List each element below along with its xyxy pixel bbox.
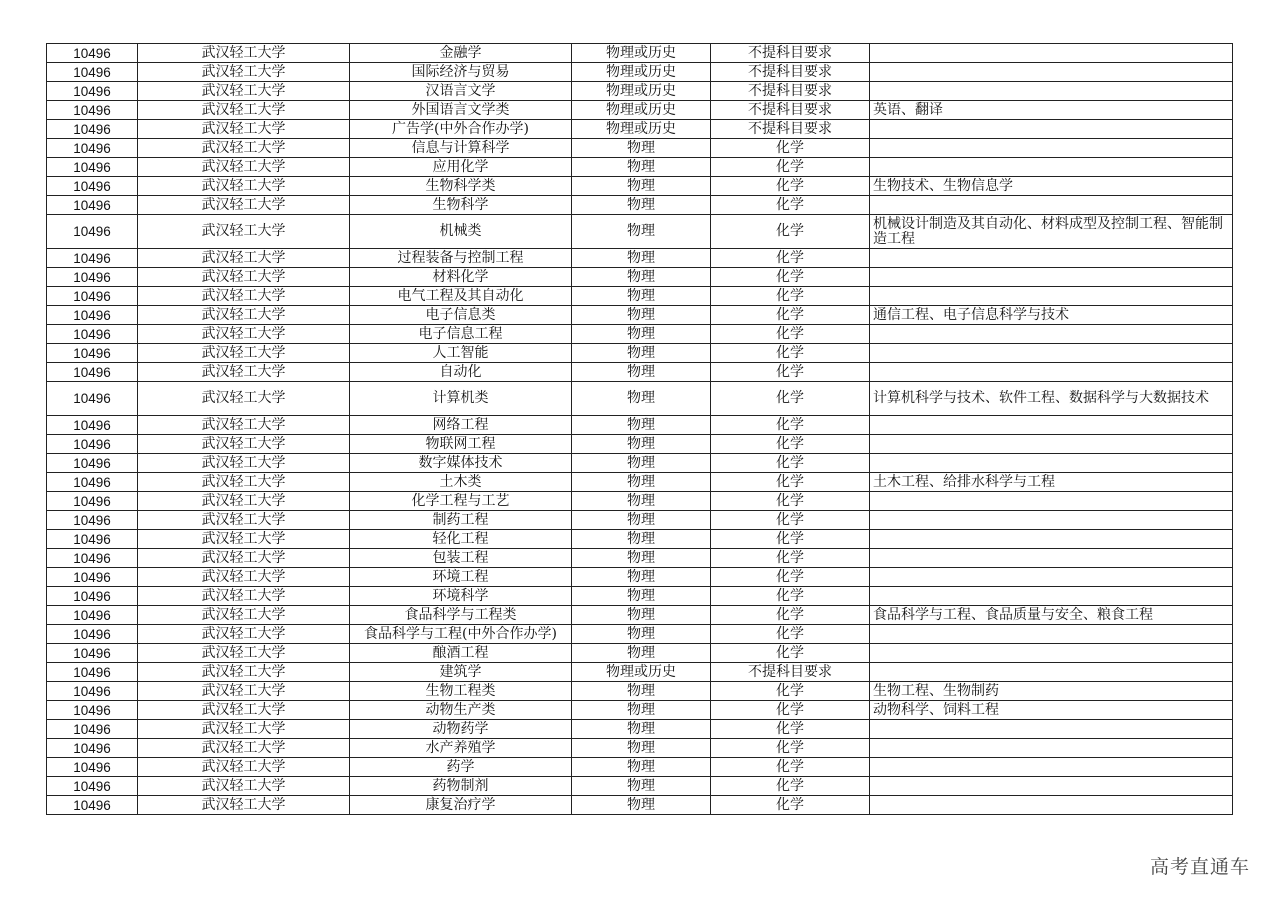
included-majors-cell [870, 139, 1233, 158]
major-name-cell: 建筑学 [350, 663, 572, 682]
included-majors-cell [870, 720, 1233, 739]
school-code-cell: 10496 [47, 511, 138, 530]
table-row [47, 682, 1233, 701]
second-subject-cell: 化学 [711, 511, 870, 530]
table-row [47, 720, 1233, 739]
major-name-cell: 制药工程 [350, 511, 572, 530]
school-name-cell: 武汉轻工大学 [138, 268, 350, 287]
first-subject-cell: 物理 [572, 287, 711, 306]
school-code-cell: 10496 [47, 530, 138, 549]
included-majors-cell: 机械设计制造及其自动化、材料成型及控制工程、智能制造工程 [870, 215, 1233, 249]
school-code-cell: 10496 [47, 568, 138, 587]
second-subject-cell: 化学 [711, 249, 870, 268]
table-row [47, 663, 1233, 682]
second-subject-cell: 化学 [711, 492, 870, 511]
school-code-cell: 10496 [47, 644, 138, 663]
school-name-cell: 武汉轻工大学 [138, 511, 350, 530]
school-code-cell: 10496 [47, 682, 138, 701]
included-majors-cell [870, 325, 1233, 344]
first-subject-cell: 物理 [572, 758, 711, 777]
school-code-cell: 10496 [47, 120, 138, 139]
table-row [47, 139, 1233, 158]
school-code-cell: 10496 [47, 249, 138, 268]
table-row [47, 473, 1233, 492]
major-name-cell: 金融学 [350, 44, 572, 63]
second-subject-cell: 化学 [711, 435, 870, 454]
first-subject-cell: 物理 [572, 306, 711, 325]
second-subject-cell: 化学 [711, 363, 870, 382]
first-subject-cell: 物理或历史 [572, 63, 711, 82]
major-name-cell: 电气工程及其自动化 [350, 287, 572, 306]
major-name-cell: 机械类 [350, 215, 572, 249]
included-majors-cell [870, 644, 1233, 663]
school-name-cell: 武汉轻工大学 [138, 196, 350, 215]
second-subject-cell: 不提科目要求 [711, 101, 870, 120]
major-name-cell: 信息与计算科学 [350, 139, 572, 158]
second-subject-cell: 化学 [711, 306, 870, 325]
included-majors-cell [870, 120, 1233, 139]
included-majors-cell: 生物技术、生物信息学 [870, 177, 1233, 196]
table-row [47, 416, 1233, 435]
table-row [47, 268, 1233, 287]
included-majors-cell [870, 454, 1233, 473]
first-subject-cell: 物理或历史 [572, 120, 711, 139]
second-subject-cell: 化学 [711, 549, 870, 568]
table-row [47, 306, 1233, 325]
included-majors-cell: 土木工程、给排水科学与工程 [870, 473, 1233, 492]
second-subject-cell: 化学 [711, 454, 870, 473]
school-code-cell: 10496 [47, 215, 138, 249]
major-name-cell: 计算机类 [350, 382, 572, 416]
table-row [47, 120, 1233, 139]
included-majors-cell [870, 625, 1233, 644]
major-name-cell: 水产养殖学 [350, 739, 572, 758]
included-majors-cell [870, 249, 1233, 268]
table-row [47, 454, 1233, 473]
school-code-cell: 10496 [47, 663, 138, 682]
table-row [47, 196, 1233, 215]
table-row [47, 177, 1233, 196]
major-name-cell: 食品科学与工程(中外合作办学) [350, 625, 572, 644]
school-name-cell: 武汉轻工大学 [138, 382, 350, 416]
major-name-cell: 电子信息类 [350, 306, 572, 325]
watermark: 高考直通车 [1149, 856, 1250, 878]
second-subject-cell: 化学 [711, 530, 870, 549]
first-subject-cell: 物理 [572, 492, 711, 511]
school-code-cell: 10496 [47, 101, 138, 120]
included-majors-cell [870, 63, 1233, 82]
school-code-cell: 10496 [47, 473, 138, 492]
school-code-cell: 10496 [47, 196, 138, 215]
school-name-cell: 武汉轻工大学 [138, 363, 350, 382]
school-name-cell: 武汉轻工大学 [138, 435, 350, 454]
school-name-cell: 武汉轻工大学 [138, 287, 350, 306]
table-row [47, 796, 1233, 815]
school-name-cell: 武汉轻工大学 [138, 682, 350, 701]
table-row [47, 568, 1233, 587]
school-name-cell: 武汉轻工大学 [138, 701, 350, 720]
second-subject-cell: 不提科目要求 [711, 82, 870, 101]
included-majors-cell [870, 196, 1233, 215]
table-row [47, 363, 1233, 382]
included-majors-cell [870, 268, 1233, 287]
school-code-cell: 10496 [47, 382, 138, 416]
school-code-cell: 10496 [47, 777, 138, 796]
school-code-cell: 10496 [47, 492, 138, 511]
major-name-cell: 生物科学 [350, 196, 572, 215]
school-code-cell: 10496 [47, 739, 138, 758]
school-name-cell: 武汉轻工大学 [138, 344, 350, 363]
school-name-cell: 武汉轻工大学 [138, 101, 350, 120]
table-row [47, 382, 1233, 416]
table-row [47, 344, 1233, 363]
first-subject-cell: 物理 [572, 739, 711, 758]
school-name-cell: 武汉轻工大学 [138, 177, 350, 196]
table-row [47, 158, 1233, 177]
school-code-cell: 10496 [47, 454, 138, 473]
first-subject-cell: 物理 [572, 382, 711, 416]
school-name-cell: 武汉轻工大学 [138, 63, 350, 82]
included-majors-cell [870, 530, 1233, 549]
second-subject-cell: 化学 [711, 196, 870, 215]
school-name-cell: 武汉轻工大学 [138, 663, 350, 682]
school-name-cell: 武汉轻工大学 [138, 473, 350, 492]
major-name-cell: 物联网工程 [350, 435, 572, 454]
first-subject-cell: 物理 [572, 473, 711, 492]
major-name-cell: 汉语言文学 [350, 82, 572, 101]
second-subject-cell: 化学 [711, 568, 870, 587]
first-subject-cell: 物理 [572, 530, 711, 549]
school-name-cell: 武汉轻工大学 [138, 606, 350, 625]
table-row [47, 511, 1233, 530]
table-row [47, 492, 1233, 511]
school-name-cell: 武汉轻工大学 [138, 625, 350, 644]
school-name-cell: 武汉轻工大学 [138, 587, 350, 606]
school-name-cell: 武汉轻工大学 [138, 416, 350, 435]
first-subject-cell: 物理或历史 [572, 44, 711, 63]
school-name-cell: 武汉轻工大学 [138, 454, 350, 473]
included-majors-cell [870, 777, 1233, 796]
school-code-cell: 10496 [47, 701, 138, 720]
major-name-cell: 应用化学 [350, 158, 572, 177]
major-name-cell: 人工智能 [350, 344, 572, 363]
table-row [47, 530, 1233, 549]
school-name-cell: 武汉轻工大学 [138, 325, 350, 344]
school-name-cell: 武汉轻工大学 [138, 120, 350, 139]
major-name-cell: 药学 [350, 758, 572, 777]
school-code-cell: 10496 [47, 606, 138, 625]
table-row [47, 63, 1233, 82]
included-majors-cell [870, 587, 1233, 606]
school-code-cell: 10496 [47, 82, 138, 101]
table-row [47, 101, 1233, 120]
major-name-cell: 过程装备与控制工程 [350, 249, 572, 268]
subject-requirements-table [46, 43, 1233, 815]
school-name-cell: 武汉轻工大学 [138, 492, 350, 511]
included-majors-cell [870, 739, 1233, 758]
included-majors-cell: 动物科学、饲料工程 [870, 701, 1233, 720]
school-code-cell: 10496 [47, 587, 138, 606]
table-body [47, 44, 1233, 815]
school-name-cell: 武汉轻工大学 [138, 568, 350, 587]
school-code-cell: 10496 [47, 306, 138, 325]
school-name-cell: 武汉轻工大学 [138, 739, 350, 758]
second-subject-cell: 不提科目要求 [711, 663, 870, 682]
table-row [47, 606, 1233, 625]
first-subject-cell: 物理 [572, 416, 711, 435]
school-name-cell: 武汉轻工大学 [138, 549, 350, 568]
table-row [47, 701, 1233, 720]
second-subject-cell: 化学 [711, 287, 870, 306]
second-subject-cell: 化学 [711, 382, 870, 416]
table-row [47, 435, 1233, 454]
school-name-cell: 武汉轻工大学 [138, 158, 350, 177]
first-subject-cell: 物理 [572, 796, 711, 815]
first-subject-cell: 物理 [572, 682, 711, 701]
first-subject-cell: 物理 [572, 158, 711, 177]
first-subject-cell: 物理或历史 [572, 82, 711, 101]
major-name-cell: 材料化学 [350, 268, 572, 287]
school-code-cell: 10496 [47, 177, 138, 196]
table-row [47, 625, 1233, 644]
first-subject-cell: 物理 [572, 344, 711, 363]
table-row [47, 549, 1233, 568]
school-name-cell: 武汉轻工大学 [138, 796, 350, 815]
first-subject-cell: 物理 [572, 139, 711, 158]
major-name-cell: 环境工程 [350, 568, 572, 587]
major-name-cell: 动物药学 [350, 720, 572, 739]
major-name-cell: 药物制剂 [350, 777, 572, 796]
first-subject-cell: 物理 [572, 249, 711, 268]
major-name-cell: 外国语言文学类 [350, 101, 572, 120]
table-row [47, 215, 1233, 249]
school-name-cell: 武汉轻工大学 [138, 758, 350, 777]
school-code-cell: 10496 [47, 44, 138, 63]
table-row [47, 758, 1233, 777]
second-subject-cell: 化学 [711, 587, 870, 606]
included-majors-cell [870, 663, 1233, 682]
major-name-cell: 生物科学类 [350, 177, 572, 196]
school-code-cell: 10496 [47, 344, 138, 363]
included-majors-cell [870, 82, 1233, 101]
first-subject-cell: 物理 [572, 215, 711, 249]
included-majors-cell [870, 492, 1233, 511]
major-name-cell: 国际经济与贸易 [350, 63, 572, 82]
second-subject-cell: 化学 [711, 758, 870, 777]
first-subject-cell: 物理或历史 [572, 101, 711, 120]
school-name-cell: 武汉轻工大学 [138, 777, 350, 796]
school-code-cell: 10496 [47, 139, 138, 158]
included-majors-cell [870, 287, 1233, 306]
included-majors-cell [870, 44, 1233, 63]
included-majors-cell [870, 796, 1233, 815]
table-row [47, 249, 1233, 268]
school-code-cell: 10496 [47, 63, 138, 82]
second-subject-cell: 不提科目要求 [711, 120, 870, 139]
first-subject-cell: 物理 [572, 777, 711, 796]
school-name-cell: 武汉轻工大学 [138, 249, 350, 268]
school-code-cell: 10496 [47, 549, 138, 568]
school-name-cell: 武汉轻工大学 [138, 215, 350, 249]
school-code-cell: 10496 [47, 435, 138, 454]
first-subject-cell: 物理 [572, 625, 711, 644]
second-subject-cell: 化学 [711, 777, 870, 796]
major-name-cell: 酿酒工程 [350, 644, 572, 663]
school-code-cell: 10496 [47, 268, 138, 287]
school-name-cell: 武汉轻工大学 [138, 530, 350, 549]
included-majors-cell [870, 416, 1233, 435]
major-name-cell: 电子信息工程 [350, 325, 572, 344]
school-code-cell: 10496 [47, 287, 138, 306]
second-subject-cell: 化学 [711, 682, 870, 701]
school-code-cell: 10496 [47, 363, 138, 382]
included-majors-cell [870, 758, 1233, 777]
second-subject-cell: 不提科目要求 [711, 63, 870, 82]
school-code-cell: 10496 [47, 758, 138, 777]
major-name-cell: 广告学(中外合作办学) [350, 120, 572, 139]
included-majors-cell [870, 435, 1233, 454]
included-majors-cell: 生物工程、生物制药 [870, 682, 1233, 701]
included-majors-cell: 食品科学与工程、食品质量与安全、粮食工程 [870, 606, 1233, 625]
school-code-cell: 10496 [47, 325, 138, 344]
second-subject-cell: 不提科目要求 [711, 44, 870, 63]
major-name-cell: 环境科学 [350, 587, 572, 606]
second-subject-cell: 化学 [711, 720, 870, 739]
school-name-cell: 武汉轻工大学 [138, 44, 350, 63]
second-subject-cell: 化学 [711, 625, 870, 644]
major-name-cell: 化学工程与工艺 [350, 492, 572, 511]
table-row [47, 287, 1233, 306]
second-subject-cell: 化学 [711, 739, 870, 758]
first-subject-cell: 物理 [572, 435, 711, 454]
table-row [47, 587, 1233, 606]
school-name-cell: 武汉轻工大学 [138, 82, 350, 101]
table-row [47, 739, 1233, 758]
second-subject-cell: 化学 [711, 158, 870, 177]
school-code-cell: 10496 [47, 625, 138, 644]
second-subject-cell: 化学 [711, 473, 870, 492]
major-name-cell: 生物工程类 [350, 682, 572, 701]
school-code-cell: 10496 [47, 416, 138, 435]
first-subject-cell: 物理 [572, 568, 711, 587]
first-subject-cell: 物理 [572, 701, 711, 720]
second-subject-cell: 化学 [711, 139, 870, 158]
table-row [47, 644, 1233, 663]
first-subject-cell: 物理 [572, 644, 711, 663]
first-subject-cell: 物理 [572, 363, 711, 382]
first-subject-cell: 物理 [572, 196, 711, 215]
second-subject-cell: 化学 [711, 606, 870, 625]
second-subject-cell: 化学 [711, 644, 870, 663]
second-subject-cell: 化学 [711, 416, 870, 435]
major-name-cell: 网络工程 [350, 416, 572, 435]
major-name-cell: 食品科学与工程类 [350, 606, 572, 625]
school-code-cell: 10496 [47, 158, 138, 177]
included-majors-cell: 计算机科学与技术、软件工程、数据科学与大数据技术 [870, 382, 1233, 416]
included-majors-cell: 英语、翻译 [870, 101, 1233, 120]
included-majors-cell [870, 511, 1233, 530]
school-name-cell: 武汉轻工大学 [138, 644, 350, 663]
major-name-cell: 动物生产类 [350, 701, 572, 720]
second-subject-cell: 化学 [711, 701, 870, 720]
included-majors-cell [870, 158, 1233, 177]
first-subject-cell: 物理 [572, 177, 711, 196]
included-majors-cell [870, 568, 1233, 587]
school-code-cell: 10496 [47, 720, 138, 739]
included-majors-cell [870, 344, 1233, 363]
table-row [47, 325, 1233, 344]
major-name-cell: 轻化工程 [350, 530, 572, 549]
school-code-cell: 10496 [47, 796, 138, 815]
second-subject-cell: 化学 [711, 796, 870, 815]
school-name-cell: 武汉轻工大学 [138, 720, 350, 739]
table-row [47, 777, 1233, 796]
second-subject-cell: 化学 [711, 177, 870, 196]
major-name-cell: 土木类 [350, 473, 572, 492]
included-majors-cell [870, 549, 1233, 568]
first-subject-cell: 物理 [572, 325, 711, 344]
included-majors-cell [870, 363, 1233, 382]
first-subject-cell: 物理 [572, 268, 711, 287]
second-subject-cell: 化学 [711, 344, 870, 363]
second-subject-cell: 化学 [711, 215, 870, 249]
second-subject-cell: 化学 [711, 268, 870, 287]
major-name-cell: 包装工程 [350, 549, 572, 568]
school-name-cell: 武汉轻工大学 [138, 306, 350, 325]
major-name-cell: 康复治疗学 [350, 796, 572, 815]
table-row [47, 44, 1233, 63]
table-row [47, 82, 1233, 101]
first-subject-cell: 物理 [572, 511, 711, 530]
major-name-cell: 数字媒体技术 [350, 454, 572, 473]
major-name-cell: 自动化 [350, 363, 572, 382]
first-subject-cell: 物理 [572, 606, 711, 625]
first-subject-cell: 物理 [572, 454, 711, 473]
school-name-cell: 武汉轻工大学 [138, 139, 350, 158]
first-subject-cell: 物理 [572, 549, 711, 568]
second-subject-cell: 化学 [711, 325, 870, 344]
included-majors-cell: 通信工程、电子信息科学与技术 [870, 306, 1233, 325]
first-subject-cell: 物理或历史 [572, 663, 711, 682]
first-subject-cell: 物理 [572, 587, 711, 606]
first-subject-cell: 物理 [572, 720, 711, 739]
